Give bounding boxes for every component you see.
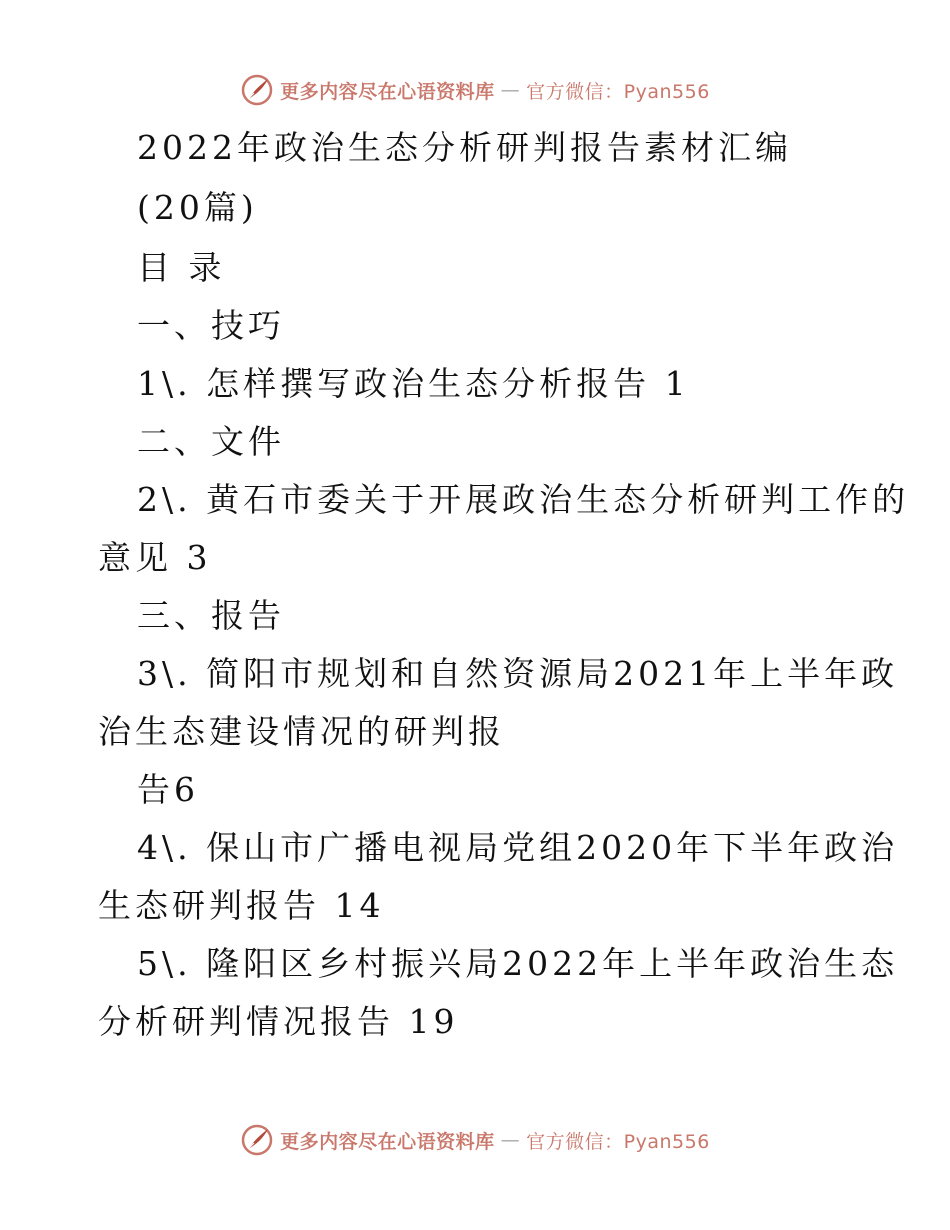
- toc-item-3-line-2: 治生态建设情况的研判报: [98, 712, 505, 751]
- toc-item-4-line-1: 4\. 保山市广播电视局党组2020年下半年政治: [137, 828, 899, 867]
- banner-main-text: 更多内容尽在心语资料库: [280, 80, 495, 103]
- banner-content: [240, 1123, 710, 1157]
- toc-item-5-line-1: 5\. 隆阳区乡村振兴局2022年上半年政治生态: [137, 944, 899, 983]
- toc-section-2: 二、文件: [137, 422, 285, 461]
- banner-main-text: 更多内容尽在心语资料库: [280, 1130, 495, 1153]
- toc-item-3-line-3: 告6: [137, 770, 199, 809]
- banner-dash: —: [500, 79, 521, 101]
- header-watermark-banner: [0, 70, 950, 110]
- footer-watermark-banner: [0, 1120, 950, 1160]
- document-subtitle: (20篇): [137, 188, 258, 227]
- toc-item-2-line-2: 意见 3: [98, 538, 212, 577]
- banner-wechat-text: 官方微信：Pyan556: [526, 80, 710, 103]
- toc-item-4-line-2: 生态研判报告 14: [98, 886, 385, 925]
- toc-item-2-line-1: 2\. 黄石市委关于开展政治生态分析研判工作的: [137, 480, 910, 519]
- toc-section-1: 一、技巧: [137, 306, 285, 345]
- toc-section-3: 三、报告: [137, 596, 285, 635]
- document-title: 2022年政治生态分析研判报告素材汇编: [137, 128, 792, 167]
- feather-pen-icon: [240, 73, 274, 107]
- toc-heading: 目 录: [137, 248, 226, 287]
- toc-item-1: 1\. 怎样撰写政治生态分析报告 1: [137, 364, 690, 403]
- banner-wechat-text: 官方微信：Pyan556: [526, 1130, 710, 1153]
- toc-item-5-line-2: 分析研判情况报告 19: [98, 1002, 459, 1041]
- banner-content: [240, 73, 710, 107]
- banner-dash: —: [500, 1129, 521, 1151]
- feather-pen-icon: [240, 1123, 274, 1157]
- toc-item-3-line-1: 3\. 简阳市规划和自然资源局2021年上半年政: [137, 654, 899, 693]
